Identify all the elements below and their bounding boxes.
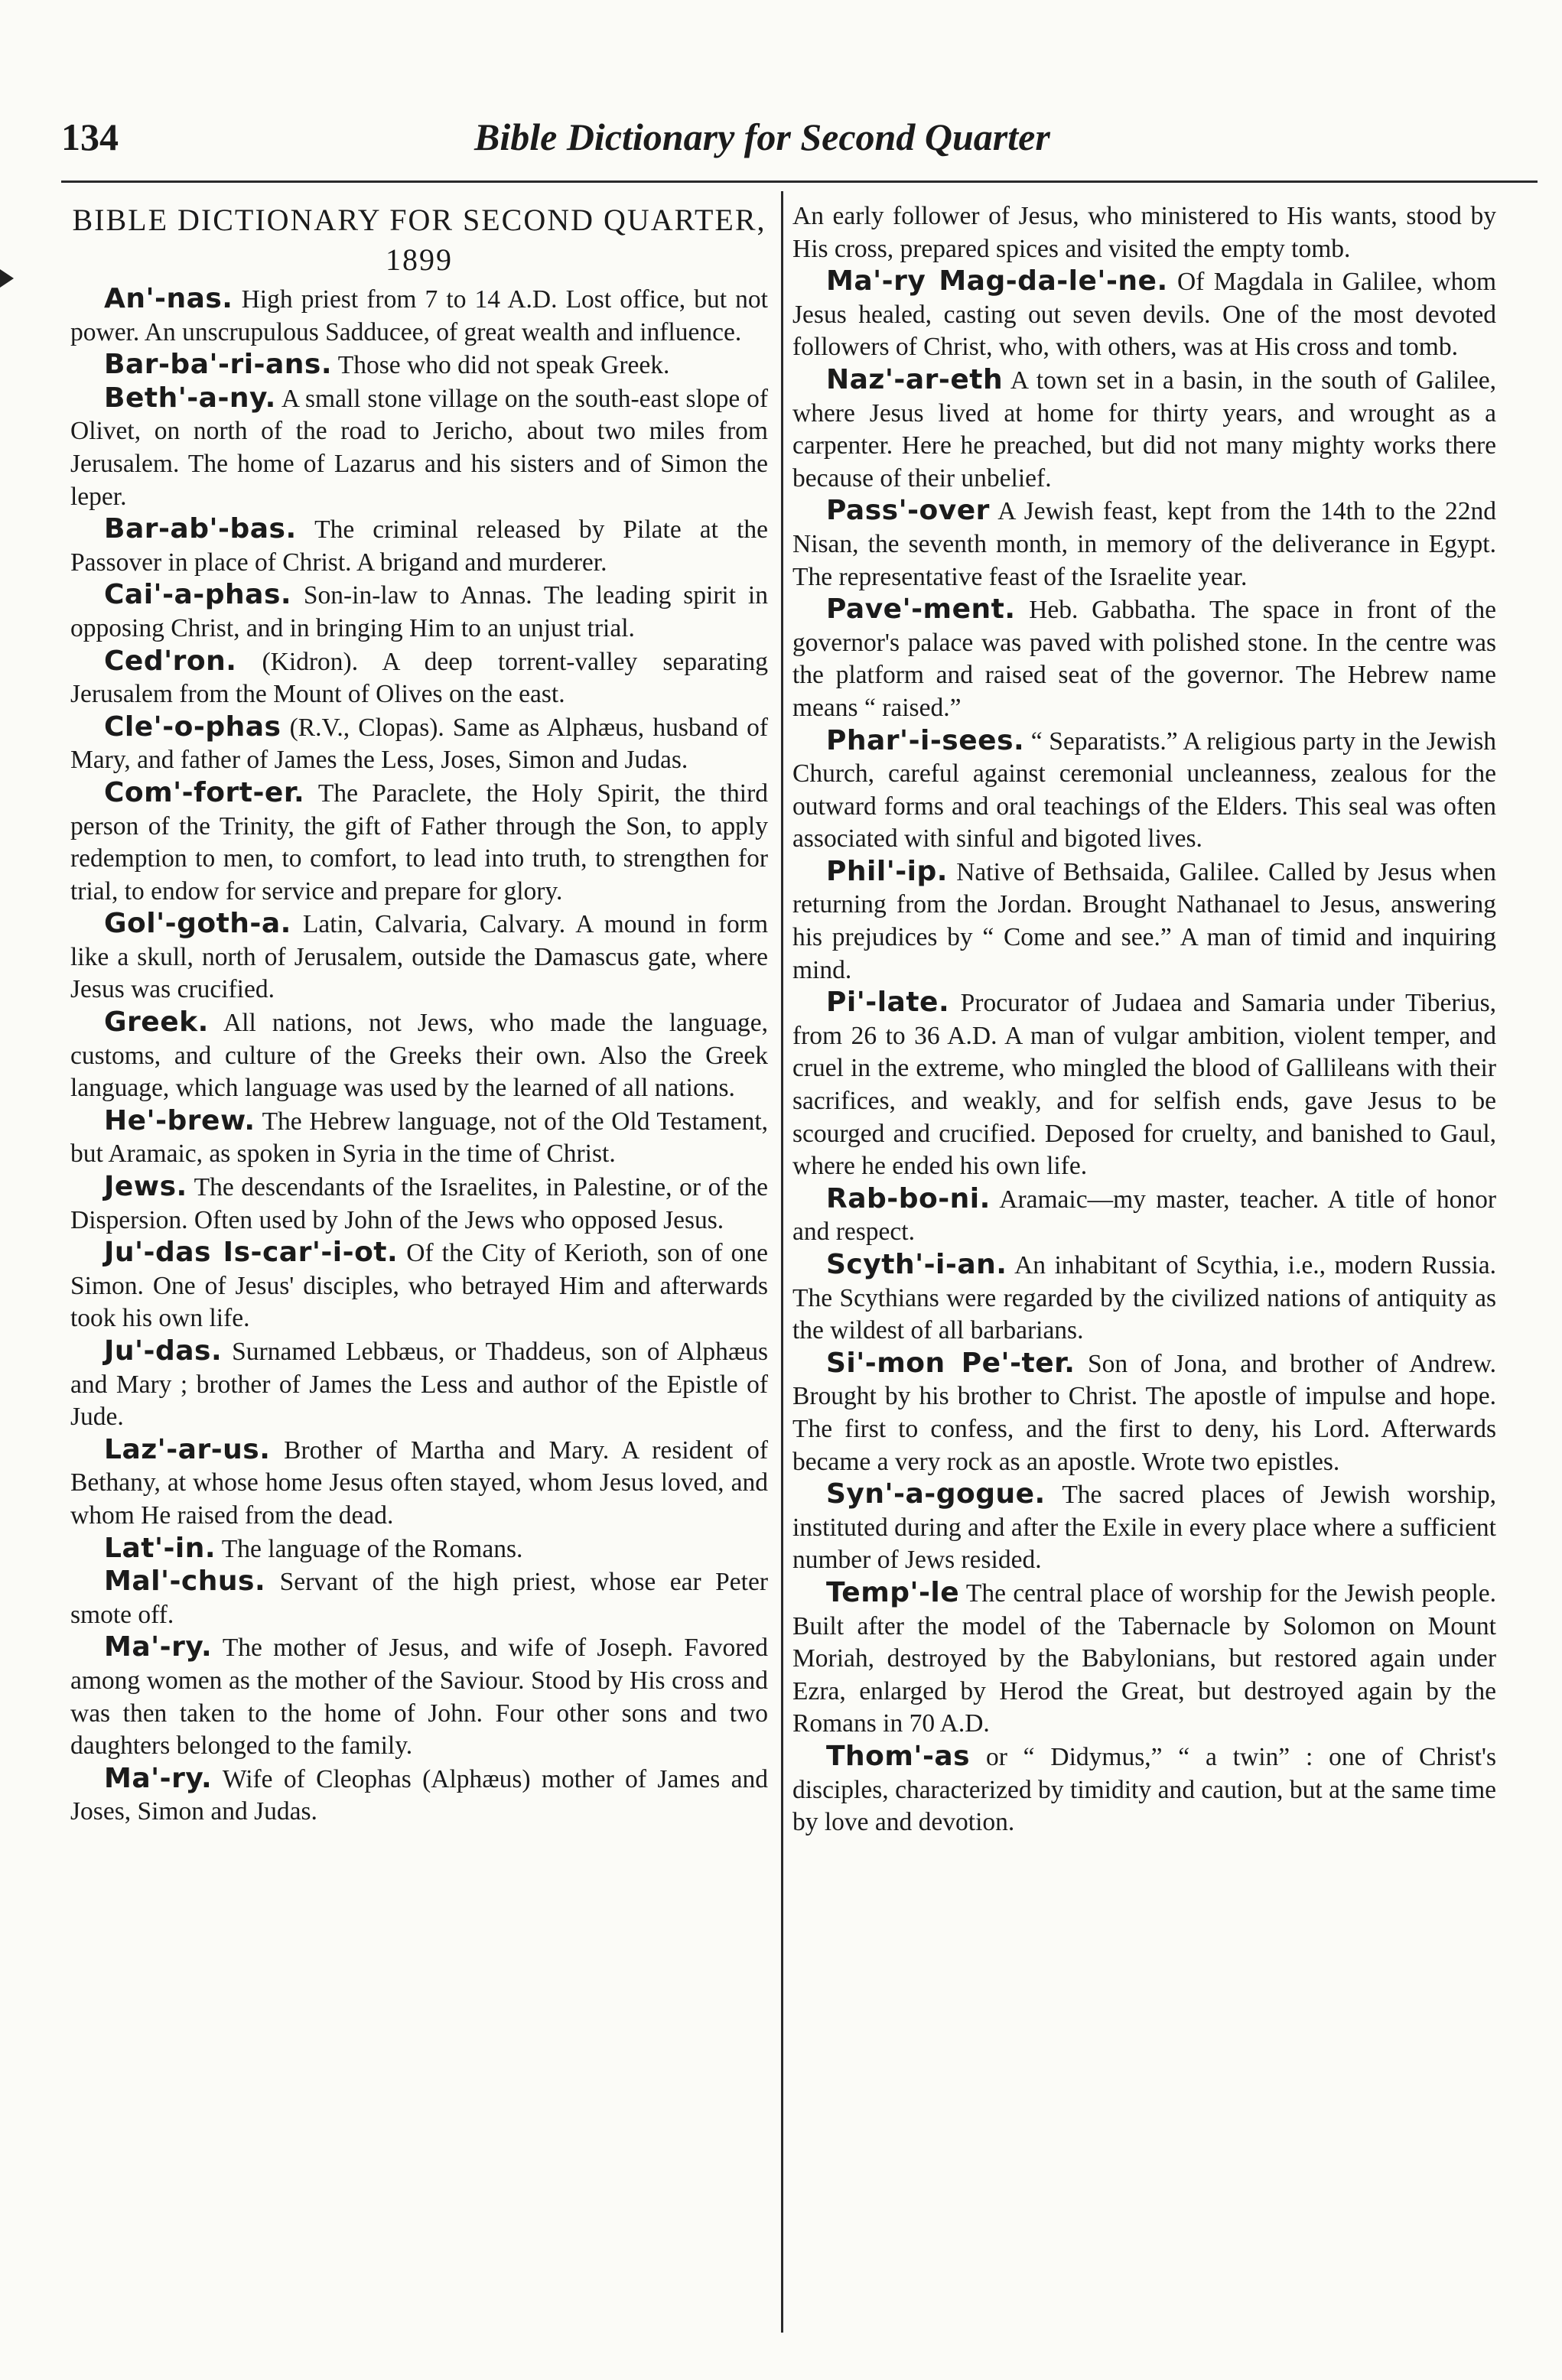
entry-term: He'-brew. — [104, 1104, 255, 1136]
dictionary-entry — [792, 725, 1496, 856]
entry-term: Ju'-das Is-car'-i-ot. — [104, 1237, 399, 1269]
page-number: 134 — [61, 115, 119, 158]
entry-term: Phil'-ip. — [826, 855, 948, 887]
running-head: Bible Dictionary for Second Quarter — [474, 115, 1050, 158]
entry-term: Lat'-in. — [104, 1532, 216, 1564]
entry-definition: Latin, Calvaria, Calvary. A mound in form like a skull, north of Jerusalem, outside the Damascus gate, where Jesus was crucified. — [70, 910, 768, 1004]
dictionary-entry — [70, 1006, 768, 1105]
entry-definition: The descendants of the Israelites, in Palestine, or of the Dispersion. Often used by John of the Jews who opposed Jesus. — [70, 1173, 768, 1234]
dictionary-entry — [70, 1763, 768, 1829]
dictionary-entry — [70, 579, 768, 645]
dictionary-entry — [792, 987, 1496, 1183]
left-column — [70, 200, 768, 1829]
entry-term: Phar'-i-sees. — [826, 724, 1025, 756]
entry-definition: Those who did not speak Greek. — [337, 351, 670, 380]
entry-term: Ju'-das. — [104, 1335, 223, 1367]
page-header — [61, 107, 1102, 168]
dictionary-entry — [70, 1335, 768, 1434]
margin-arrow-icon — [0, 269, 14, 288]
entry-definition: A town set in a basin, in the south of Galilee, where Jesus lived at home for thirty years, and wrought as a carpenter. Here he preached, but did not many mighty works there because of their unbelief. — [792, 366, 1497, 493]
entry-term: An'-nas. — [104, 283, 233, 314]
entry-definition: Heb. Gabbatha. The space in front of the governor's palace was paved with polished stone. In the centre was the platform and raised seat of the governor. The Hebrew name means “ raised.” — [792, 596, 1497, 722]
entry-definition: “ Separatists.” A religious party in the Jewish Church, careful against ceremonial uncleanness, zealous for the outward forms and oral teachings of the Elders. This seal was often associated with sinful and bigoted lives. — [792, 727, 1496, 853]
entry-definition: The central place of worship for the Jewish people. Built after the model of the Tabernacle by Solomon on Mount Moriah, destroyed by the Babylonians, but restored again under Ezra, enlarged by Herod the Great, but destroyed again by the Romans in 70 A.D. — [792, 1579, 1496, 1738]
entry-definition: or “ Didymus,” “ a twin” : one of Christ's disciples, characterized by timidity and caution, but at the same time by love and devotion. — [792, 1742, 1496, 1837]
entry-term: Ma'-ry. — [104, 1762, 213, 1794]
entry-term: Syn'-a-gogue. — [826, 1478, 1046, 1510]
entry-definition: Wife of Cleophas (Alphæus) mother of James and Joses, Simon and Judas. — [70, 1764, 768, 1826]
dictionary-entry — [70, 1171, 768, 1237]
entry-term: Pi'-late. — [826, 987, 950, 1019]
dictionary-entry — [70, 1631, 768, 1762]
entry-definition: (R.V., Clopas). Same as Alphæus, husband of Mary, and father of James the Less, Joses, Simon and Judas. — [70, 713, 769, 775]
entry-definition: Procurator of Judaea and Samaria under Tiberius, from 26 to 36 A.D. A man of vulgar ambition, violent temper, and cruel in the extreme, who mingled the blood of Gallileans with their sacrifices, and weakly, and for selfish ends, gave Jesus to be scourged and crucified. Deposed for cruelty, and banished to Gaul, where he ended his own life. — [792, 989, 1497, 1181]
entry-term: Cai'-a-phas. — [104, 579, 292, 611]
entry-definition: Surnamed Lebbæus, or Thaddeus, son of Alphæus and Mary ; brother of James the Less and author of the Epistle of Jude. — [70, 1338, 769, 1432]
entry-definition: High priest from 7 to 14 A.D. Lost office, but not power. An unscrupulous Sadducee, of great wealth and influence. — [70, 285, 768, 346]
entry-term: Ced'ron. — [104, 645, 237, 677]
dictionary-entry — [792, 495, 1496, 593]
entry-term: Si'-mon Pe'-ter. — [826, 1347, 1076, 1379]
entry-term: Laz'-ar-us. — [104, 1433, 271, 1465]
dictionary-entry — [792, 1249, 1496, 1348]
dictionary-entry — [792, 1183, 1496, 1249]
entry-definition: The Hebrew language, not of the Old Testament, but Aramaic, as spoken in Syria in the time of Christ. — [70, 1107, 768, 1169]
entry-definition: (Kidron). A deep torrent-valley separating Jerusalem from the Mount of Olives on the east. — [70, 647, 769, 709]
entry-term: Pass'-over — [826, 495, 990, 527]
entry-definition: An inhabitant of Scythia, i.e., modern Russia. The Scythians were regarded by the civilized nations of antiquity as the wildest of all barbarians. — [792, 1251, 1496, 1345]
entry-term: Scyth'-i-an. — [826, 1249, 1007, 1280]
dictionary-entry — [70, 283, 768, 349]
dictionary-entry — [70, 1434, 768, 1533]
dictionary-entry — [792, 200, 1496, 265]
entry-definition: The mother of Jesus, and wife of Joseph. Favored among women as the mother of the Saviour. Stood by His cross and was then taken to the home of John. Four other sons and two daughters belonged to the family. — [70, 1634, 768, 1761]
entry-term: Cle'-o-phas — [104, 710, 281, 743]
dictionary-entry — [70, 1105, 768, 1171]
entry-definition: The criminal released by Pilate at the Passover in place of Christ. A brigand and murderer. — [70, 515, 768, 577]
entry-term: Temp'-le — [826, 1576, 960, 1608]
dictionary-entry — [792, 265, 1496, 364]
dictionary-entry — [70, 1566, 768, 1631]
entry-term: Bar-ba'-ri-ans. — [104, 349, 333, 381]
dictionary-entry — [70, 645, 768, 711]
dictionary-entry — [792, 593, 1496, 724]
dictionary-entry — [792, 856, 1496, 987]
dictionary-entry — [70, 382, 768, 513]
dictionary-entry — [70, 1237, 768, 1335]
entry-term: Ma'-ry. — [104, 1631, 213, 1663]
entry-term: Bar-ab'-bas. — [104, 513, 297, 545]
entry-definition: The Paraclete, the Holy Spirit, the third person of the Trinity, the gift of Father through the Son, to apply redemption to men, to comfort, to lead into truth, to strengthen for trial, to endow for service and prepare for glory. — [70, 779, 768, 906]
dictionary-entry — [70, 1533, 768, 1566]
entry-term: Mal'-chus. — [104, 1566, 266, 1598]
entry-definition: Aramaic—my master, teacher. A title of honor and respect. — [792, 1185, 1496, 1247]
right-column — [792, 200, 1496, 1839]
entry-definition: The language of the Romans. — [221, 1534, 523, 1563]
header-rule — [61, 180, 1538, 183]
dictionary-entry — [70, 908, 768, 1006]
entry-definition: An early follower of Jesus, who ministered to His wants, stood by His cross, prepared spices and visited the empty tomb. — [792, 202, 1496, 263]
dictionary-entry — [70, 349, 768, 382]
entry-definition: A Jewish feast, kept from the 14th to the 22nd Nisan, the seventh month, in memory of the deliverance in Egypt. The representative feast of the Israelite year. — [792, 497, 1496, 591]
dictionary-entry — [792, 1348, 1496, 1478]
entry-term: Greek. — [104, 1006, 209, 1039]
entry-definition: Son-in-law to Annas. The leading spirit in opposing Christ, and in bringing Him to an unjust trial. — [70, 581, 768, 642]
entry-term: Jews. — [104, 1171, 187, 1203]
dictionary-entry — [792, 364, 1496, 495]
entry-definition: Of Magdala in Galilee, whom Jesus healed, casting out seven devils. One of the most devoted followers of Christ, who, with others, was at His cross and tomb. — [792, 268, 1497, 362]
dictionary-entry — [792, 1478, 1496, 1577]
entry-term: Com'-fort-er. — [104, 776, 305, 808]
entry-definition: Son of Jona, and brother of Andrew. Brought by his brother to Christ. The apostle of impulse and hope. The first to confess, and the first to deny, his Lord. Afterwards became a very rock as an apostle. Wrote two epistles. — [792, 1349, 1497, 1476]
entry-term: Ma'-ry Mag-da-le'-ne. — [826, 265, 1168, 298]
dictionary-entry — [70, 513, 768, 579]
entry-definition: Brother of Martha and Mary. A resident of Bethany, at whose home Jesus often stayed, whom Jesus loved, and whom He raised from the dead. — [70, 1435, 768, 1530]
column-divider — [781, 191, 783, 2333]
entry-definition: Native of Bethsaida, Galilee. Called by Jesus when returning from the Jordan. Brought Nathanael to Jesus, answering his prejudices by “ Come and see.” A man of timid and inquiring mind. — [792, 857, 1497, 984]
entry-definition: A small stone village on the south-east slope of Olivet, on north of the road to Jericho, about two miles from Jerusalem. The home of Lazarus and his sisters and of Simon the leper. — [70, 384, 768, 511]
entry-definition: Servant of the high priest, whose ear Peter smote off. — [70, 1568, 769, 1629]
dictionary-entry — [792, 1741, 1496, 1839]
entry-term: Thom'-as — [826, 1740, 971, 1772]
dictionary-entry — [70, 711, 768, 777]
entry-term: Beth'-a-ny. — [104, 382, 276, 414]
article-title: BIBLE DICTIONARY FOR SECOND QUARTER, 1899 — [72, 203, 766, 277]
entry-definition: The sacred places of Jewish worship, instituted during and after the Exile in every place where a sufficient number of Jews resided. — [792, 1481, 1496, 1575]
dictionary-entry — [70, 777, 768, 908]
entry-definition: Of the City of Kerioth, son of one Simon. One of Jesus' disciples, who betrayed Him and afterwards took his own life. — [70, 1239, 768, 1333]
entry-term: Rab-bo-ni. — [826, 1182, 991, 1214]
entry-term: Gol'-goth-a. — [104, 908, 291, 940]
entry-definition: All nations, not Jews, who made the language, customs, and culture of the Greeks their own. Also the Greek language, which language was used by the learned of all nations. — [70, 1009, 768, 1103]
entry-term: Naz'-ar-eth — [826, 363, 1004, 395]
entry-term: Pave'-ment. — [826, 593, 1016, 626]
dictionary-entry — [792, 1577, 1496, 1741]
